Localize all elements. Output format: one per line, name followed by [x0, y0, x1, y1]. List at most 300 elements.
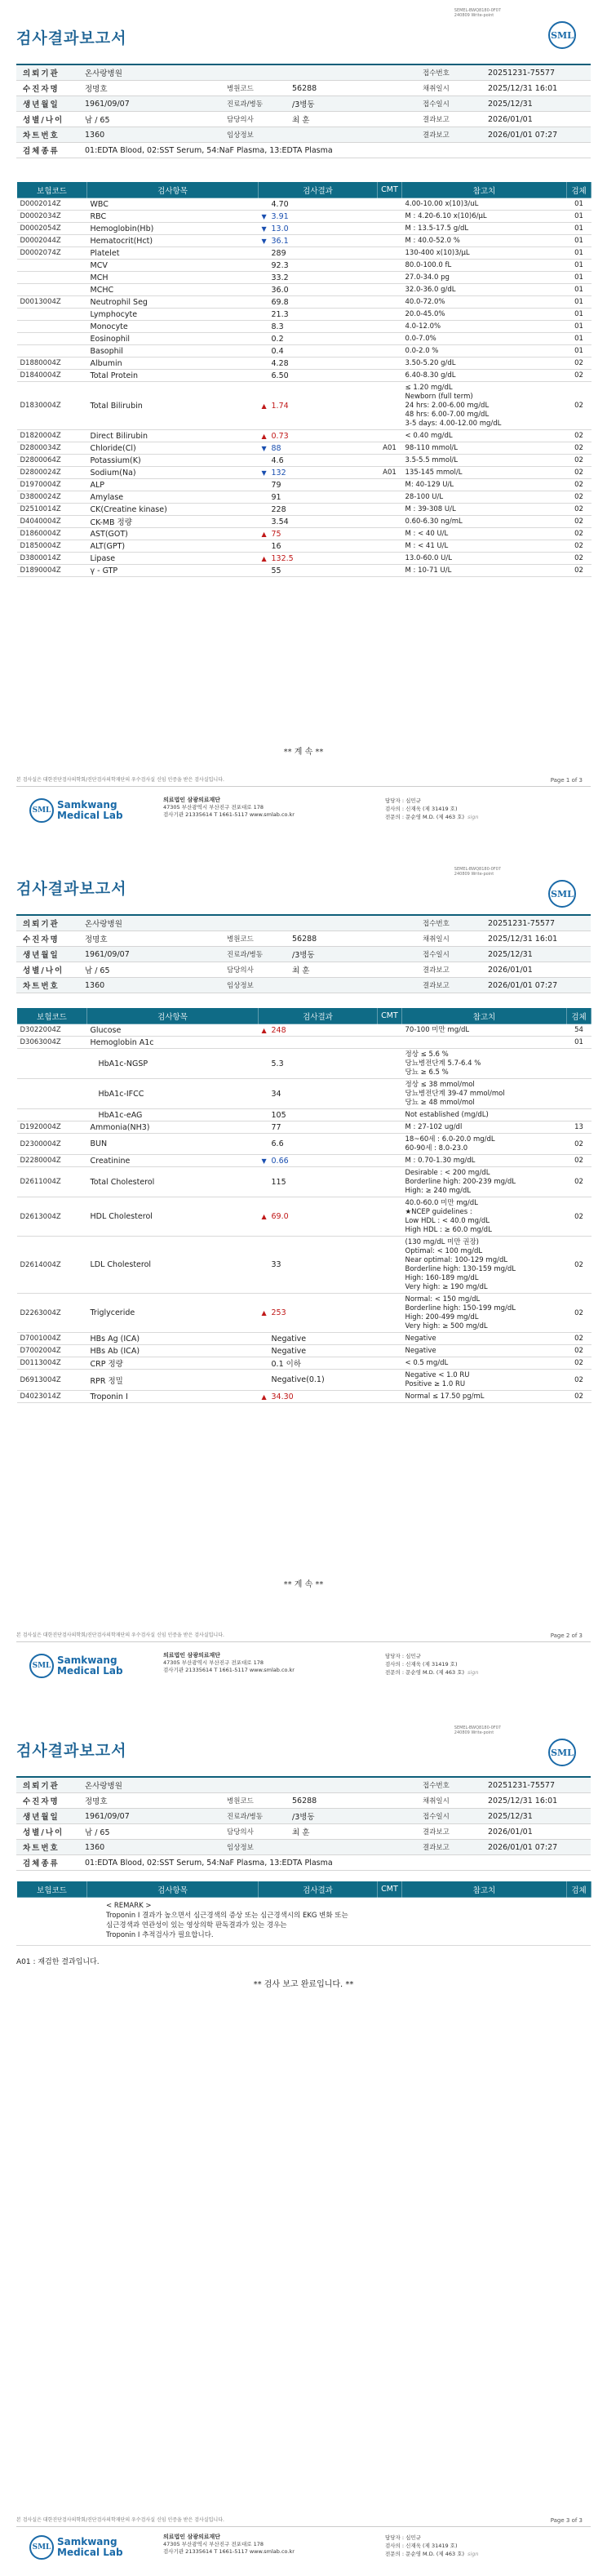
specimen-code: 01: [567, 235, 591, 247]
test-result: [259, 1109, 378, 1121]
sml-logo: SML: [548, 880, 576, 908]
test-item: Eosinophil: [87, 333, 259, 345]
specimen-code: 01: [567, 211, 591, 223]
comment-code: [378, 528, 402, 540]
comment-code: [378, 247, 402, 260]
comment-code: [378, 1079, 402, 1109]
high-flag-icon: ▲: [261, 432, 267, 440]
org-info: 의료법인 삼광의료재단 47305 부산광역시 부산진구 전포대로 178 검사기관 21335614 T 1661-5117 www.smlab.co.kr: [163, 2534, 295, 2555]
insurance-code: [17, 1049, 87, 1079]
reference-range: 정상 ≤ 38 mmol/mol 당뇨병전단계 39-47 mmol/mol 당뇨 ≥ 48 mmol/mol: [402, 1079, 567, 1109]
specimen-code: 01: [567, 333, 591, 345]
table-row: [17, 528, 591, 540]
comment-code: [378, 1155, 402, 1167]
reference-range: Normal ≤ 17.50 pg/mL: [402, 1391, 567, 1403]
test-result: [259, 455, 378, 467]
insurance-code: D1860004Z: [17, 528, 87, 540]
test-item: Troponin I: [87, 1391, 259, 1403]
insurance-code: D2800024Z: [17, 467, 87, 479]
results-table-page-2: [16, 1007, 591, 1403]
comment-code: [378, 455, 402, 467]
comment-code: [378, 504, 402, 516]
result-value: 0.4: [271, 346, 284, 356]
reference-range: Negative < 1.0 RU Positive ≥ 1.0 RU: [402, 1370, 567, 1391]
comment-code: [378, 260, 402, 272]
test-item: Ammonia(NH3): [87, 1121, 259, 1134]
patient-info: 의뢰기관 온사랑병원 접수번호 20251231-75577 수진자명 정명호 병원코드 56288 채취일시 2025/12/31 16:01 생년월일 1961/09/07 진료과/병동 /3병동 접수일시 2025/12/31 성별/나이 남 / 65 담당의사 최 훈 결과보고 2026/01/01 차트번호 1360 임상정보 결과보고 2026/01/01 07:27 검체종류 01:EDTA Blood, 02:SST Serum, 54:NaF Plasma, 13:EDTA Plasma: [16, 1776, 591, 1871]
result-value: 5.3: [271, 1059, 284, 1068]
test-result: [259, 272, 378, 284]
col-result: 검사결과: [259, 1881, 378, 1898]
test-item: HbA1c-eAG: [87, 1109, 259, 1121]
table-row: [17, 1121, 591, 1134]
result-value: 34.30: [271, 1392, 294, 1401]
specimen-code: 02: [567, 467, 591, 479]
test-item: Basophil: [87, 345, 259, 358]
comment-code: [378, 296, 402, 309]
reference-range: M : 10-71 U/L: [402, 565, 567, 577]
table-row: [17, 198, 591, 211]
test-item: CK(Creatine kinase): [87, 504, 259, 516]
test-item: Total Bilirubin: [87, 382, 259, 430]
reference-range: ≤ 1.20 mg/dL Newborn (full term) 24 hrs: 2.00-6.00 mg/dL 48 hrs: 6.00-7.00 mg/dL 3-5 days: 4.00-12.00 mg/dL: [402, 382, 567, 430]
test-item: HDL Cholesterol: [87, 1197, 259, 1237]
reference-range: [402, 1037, 567, 1049]
table-row: [17, 491, 591, 504]
insurance-code: [17, 321, 87, 333]
test-result: [259, 296, 378, 309]
remark-text: < REMARK > Troponin I 결과가 높으면서 심근경색의 증상 또는 심근경색시의 EKG 변화 또는 심근경색과 연관성이 있는 영상의학 판독결과가 있는 경우는 Troponin I 추적검사가 필요합니다.: [106, 1902, 348, 1939]
result-value: 6.6: [271, 1139, 284, 1148]
reference-range: Desirable : < 200 mg/dL Borderline high: 200-239 mg/dL High: ≥ 240 mg/dL: [402, 1167, 567, 1197]
result-value: 36.0: [271, 285, 289, 295]
col-result: 검사결과: [259, 182, 378, 198]
result-value: 3.54: [271, 517, 289, 526]
insurance-code: D0113004Z: [17, 1357, 87, 1370]
report-page-2: [0, 859, 607, 1717]
test-result: [259, 198, 378, 211]
insurance-code: D0002034Z: [17, 211, 87, 223]
specimen-code: 01: [567, 296, 591, 309]
specimen-code: 02: [567, 455, 591, 467]
comment-code: [378, 540, 402, 553]
result-value: 88: [271, 443, 281, 453]
insurance-code: [17, 272, 87, 284]
result-value: 75: [271, 529, 281, 539]
table-row: [17, 235, 591, 247]
continued-note: ** 계 속 **: [283, 1580, 324, 1589]
insurance-code: D7002004Z: [17, 1345, 87, 1357]
insurance-code: D2300004Z: [17, 1134, 87, 1155]
result-value: 105: [271, 1110, 286, 1120]
result-value: 115: [271, 1177, 286, 1187]
comment-code: [378, 345, 402, 358]
footer: [16, 793, 591, 829]
col-code: 보험코드: [17, 1881, 87, 1898]
table-row: [17, 260, 591, 272]
test-item: CRP 정량: [87, 1357, 259, 1370]
reference-range: 6.40-8.30 g/dL: [402, 370, 567, 382]
table-row: [17, 516, 591, 528]
result-value: 21.3: [271, 309, 289, 319]
table-row: [17, 1333, 591, 1345]
comment-code: [378, 198, 402, 211]
specimen-code: 02: [567, 1345, 591, 1357]
insurance-code: [17, 1079, 87, 1109]
comment-code: [378, 1167, 402, 1197]
result-value: 132: [271, 468, 286, 477]
results-table-page-3: [16, 1881, 591, 1898]
comment-code: [378, 553, 402, 565]
insurance-code: D1820004Z: [17, 430, 87, 442]
high-flag-icon: ▲: [261, 554, 267, 562]
table-row: [17, 1345, 591, 1357]
comment-code: [378, 284, 402, 296]
reference-range: M : < 40 U/L: [402, 528, 567, 540]
test-result: [259, 1121, 378, 1134]
comment-code: [378, 333, 402, 345]
test-result: [259, 235, 378, 247]
test-result: [259, 223, 378, 235]
specimen-code: [567, 1079, 591, 1109]
table-row: [17, 1391, 591, 1403]
reference-range: (130 mg/dL 미만 권장) Optimal: < 100 mg/dL Near optimal: 100-129 mg/dL Borderline high: 130-159 mg/dL High: 160-189 mg/dL Very high: ≥ 190 mg/dL: [402, 1237, 567, 1294]
test-result: [259, 1391, 378, 1403]
reference-range: M : 40.0-52.0 %: [402, 235, 567, 247]
samkwang-logo: SML Samkwang Medical Lab: [29, 798, 135, 826]
test-result: [259, 1345, 378, 1357]
col-specimen: 검체: [567, 1881, 591, 1898]
table-row: [17, 504, 591, 516]
page-title: 검사결과보고서: [16, 1742, 127, 1760]
test-result: [259, 504, 378, 516]
specimen-code: 54: [567, 1024, 591, 1037]
table-row: [17, 565, 591, 577]
table-row: [17, 211, 591, 223]
result-value: 79: [271, 480, 281, 490]
org-info: 의료법인 삼광의료재단 47305 부산광역시 부산진구 전포대로 178 검사기관 21335614 T 1661-5117 www.smlab.co.kr: [163, 797, 295, 818]
remark-box: [16, 1898, 591, 1946]
table-row: [17, 1155, 591, 1167]
comment-code: [378, 1391, 402, 1403]
insurance-code: D3063004Z: [17, 1037, 87, 1049]
table-row: [17, 430, 591, 442]
comment-code: [378, 1197, 402, 1237]
reference-range: 135-145 mmol/L: [402, 467, 567, 479]
insurance-code: D2510014Z: [17, 504, 87, 516]
result-value: 289: [271, 248, 286, 258]
reference-range: 80.0-100.0 fL: [402, 260, 567, 272]
specimen-code: [567, 1109, 591, 1121]
result-value: 33: [271, 1260, 281, 1269]
staff-info: 담당자 : 심민규 검사의 : 신재욱 (제 31419 호) 전문의 : 문순영 M.D. (제 463 호) sign: [385, 2534, 479, 2557]
test-result: [259, 309, 378, 321]
comment-code: [378, 1037, 402, 1049]
specimen-code: 02: [567, 382, 591, 430]
result-value: 13.0: [271, 224, 289, 233]
table-row: [17, 321, 591, 333]
comment-code: [378, 479, 402, 491]
insurance-code: [17, 260, 87, 272]
low-flag-icon: ▼: [261, 212, 267, 220]
insurance-code: D0013004Z: [17, 296, 87, 309]
result-value: 4.28: [271, 358, 289, 368]
specimen-code: 02: [567, 1333, 591, 1345]
insurance-code: D2611004Z: [17, 1167, 87, 1197]
specimen-code: 01: [567, 198, 591, 211]
result-value: 91: [271, 492, 281, 502]
comment-code: [378, 1237, 402, 1294]
result-value: 36.1: [271, 236, 289, 246]
test-result: [259, 284, 378, 296]
low-flag-icon: ▼: [261, 237, 267, 245]
sml-logo: SML: [548, 1739, 576, 1766]
insurance-code: D2800064Z: [17, 455, 87, 467]
table-row: [17, 1294, 591, 1333]
table-row: [17, 1037, 591, 1049]
insurance-code: [17, 309, 87, 321]
test-result: [259, 1370, 378, 1391]
result-value: Negative(0.1): [271, 1375, 325, 1384]
test-item: Chloride(Cl): [87, 442, 259, 455]
result-value: 4.70: [271, 199, 289, 209]
table-row: [17, 455, 591, 467]
insurance-code: D3800014Z: [17, 553, 87, 565]
patient-info: 의뢰기관 온사랑병원 접수번호 20251231-75577 수진자명 정명호 병원코드 56288 채취일시 2025/12/31 16:01 생년월일 1961/09/07 진료과/병동 /3병동 접수일시 2025/12/31 성별/나이 남 / 65 담당의사 최 훈 결과보고 2026/01/01 차트번호 1360 임상정보 결과보고 2026/01/01 07:27: [16, 914, 591, 993]
reference-range: M : 0.70-1.30 mg/dL: [402, 1155, 567, 1167]
result-value: 33.2: [271, 273, 289, 282]
test-result: [259, 467, 378, 479]
comment-code: [378, 1049, 402, 1079]
test-result: [259, 540, 378, 553]
test-item: CK-MB 정량: [87, 516, 259, 528]
table-row: [17, 1049, 591, 1079]
accreditation-note: 본 검사실은 대한진단검사의학회/진단검사의학재단의 우수검사실 신임 인증을 받은 검사실입니다.: [16, 775, 591, 787]
comment-code: [378, 235, 402, 247]
result-value: 0.66: [271, 1156, 289, 1166]
insurance-code: D1840004Z: [17, 370, 87, 382]
test-result: [259, 260, 378, 272]
insurance-code: D0002044Z: [17, 235, 87, 247]
test-item: HbA1c-IFCC: [87, 1079, 259, 1109]
high-flag-icon: ▲: [261, 402, 267, 410]
result-value: 248: [271, 1025, 286, 1035]
reference-range: 28-100 U/L: [402, 491, 567, 504]
insurance-code: D1970004Z: [17, 479, 87, 491]
reference-range: 0.0-7.0%: [402, 333, 567, 345]
insurance-code: D0002054Z: [17, 223, 87, 235]
specimen-code: 02: [567, 1370, 591, 1391]
comment-code: [378, 1024, 402, 1037]
test-result: [259, 1237, 378, 1294]
test-item: ALT(GPT): [87, 540, 259, 553]
table-row: [17, 309, 591, 321]
reference-range: 40.0-60.0 미만 mg/dL ★NCEP guidelines : Low HDL : < 40.0 mg/dL High HDL : ≥ 60.0 mg/dL: [402, 1197, 567, 1237]
specimen-code: 01: [567, 345, 591, 358]
test-item: Hemoglobin A1c: [87, 1037, 259, 1049]
low-flag-icon: ▼: [261, 1157, 267, 1165]
specimen-code: 02: [567, 528, 591, 540]
test-item: Monocyte: [87, 321, 259, 333]
col-result: 검사결과: [259, 1008, 378, 1024]
test-item: MCHC: [87, 284, 259, 296]
page-title: 검사결과보고서: [16, 29, 127, 47]
test-result: [259, 1333, 378, 1345]
sml-logo: SML: [548, 21, 576, 49]
high-flag-icon: ▲: [261, 1026, 267, 1034]
comment-code: [378, 272, 402, 284]
specimen-code: 02: [567, 504, 591, 516]
test-item: Total Protein: [87, 370, 259, 382]
insurance-code: D2614004Z: [17, 1237, 87, 1294]
result-value: 0.73: [271, 431, 289, 441]
result-value: 0.2: [271, 334, 284, 344]
specimen-code: 02: [567, 1237, 591, 1294]
test-result: [259, 1357, 378, 1370]
table-row: [17, 223, 591, 235]
samkwang-logo: SML Samkwang Medical Lab: [29, 1654, 135, 1681]
result-value: 132.5: [271, 553, 294, 563]
test-item: ALP: [87, 479, 259, 491]
accreditation-note: 본 검사실은 대한진단검사의학회/진단검사의학재단의 우수검사실 신임 인증을 받은 검사실입니다.: [16, 2516, 591, 2527]
test-item: HBs Ab (ICA): [87, 1345, 259, 1357]
insurance-code: D2800034Z: [17, 442, 87, 455]
test-result: [259, 479, 378, 491]
high-flag-icon: ▲: [261, 530, 267, 538]
col-item: 검사항목: [87, 1008, 259, 1024]
test-result: [259, 382, 378, 430]
test-item: HBs Ag (ICA): [87, 1333, 259, 1345]
comment-code: [378, 1121, 402, 1134]
result-value: Negative: [271, 1334, 307, 1344]
test-item: γ - GTP: [87, 565, 259, 577]
reference-range: 20.0-45.0%: [402, 309, 567, 321]
result-value: 77: [271, 1122, 281, 1132]
test-result: [259, 491, 378, 504]
result-value: 253: [271, 1308, 286, 1317]
samkwang-logo: SML Samkwang Medical Lab: [29, 2535, 135, 2563]
col-specimen: 검체: [567, 1008, 591, 1024]
reference-range: 0.60-6.30 ng/mL: [402, 516, 567, 528]
specimen-code: 02: [567, 516, 591, 528]
specimen-code: 02: [567, 1357, 591, 1370]
test-item: Platelet: [87, 247, 259, 260]
test-result: [259, 345, 378, 358]
table-row: [17, 1197, 591, 1237]
table-row: [17, 345, 591, 358]
high-flag-icon: ▲: [261, 1309, 267, 1317]
table-row: [17, 479, 591, 491]
test-item: Triglyceride: [87, 1294, 259, 1333]
test-item: AST(GOT): [87, 528, 259, 540]
reference-range: Negative: [402, 1333, 567, 1345]
col-ref: 참고치: [402, 1881, 567, 1898]
test-item: RBC: [87, 211, 259, 223]
reference-range: 0.0-2.0 %: [402, 345, 567, 358]
reference-range: 70-100 미만 mg/dL: [402, 1024, 567, 1037]
reference-range: < 0.5 mg/dL: [402, 1357, 567, 1370]
a01-note: A01 : 재검한 결과입니다.: [16, 1958, 100, 1966]
reference-range: 3.5-5.5 mmol/L: [402, 455, 567, 467]
page-number: Page 1 of 3: [550, 777, 583, 784]
comment-code: [378, 309, 402, 321]
test-item: Potassium(K): [87, 455, 259, 467]
result-value: 6.50: [271, 371, 289, 380]
result-value: 69.0: [271, 1212, 289, 1221]
test-item: Neutrophil Seg: [87, 296, 259, 309]
col-code: 보험코드: [17, 182, 87, 198]
test-item: LDL Cholesterol: [87, 1237, 259, 1294]
test-result: [259, 1037, 378, 1049]
reference-range: M : 13.5-17.5 g/dL: [402, 223, 567, 235]
reference-range: 정상 ≤ 5.6 % 당뇨병전단계 5.7-6.4 % 당뇨 ≥ 6.5 %: [402, 1049, 567, 1079]
comment-code: [378, 516, 402, 528]
specimen-code: 02: [567, 370, 591, 382]
footer: [16, 1649, 591, 1685]
insurance-code: D2613004Z: [17, 1197, 87, 1237]
table-row: [17, 382, 591, 430]
test-result: [259, 211, 378, 223]
test-item: Sodium(Na): [87, 467, 259, 479]
insurance-code: D0002014Z: [17, 198, 87, 211]
test-item: Hematocrit(Hct): [87, 235, 259, 247]
col-ref: 참고치: [402, 1008, 567, 1024]
page-number: Page 3 of 3: [550, 2517, 583, 2524]
table-row: [17, 1079, 591, 1109]
reference-range: M : 4.20-6.10 x(10)6/μL: [402, 211, 567, 223]
test-result: [259, 430, 378, 442]
page-number: Page 2 of 3: [550, 1632, 583, 1639]
low-flag-icon: ▼: [261, 469, 267, 477]
specimen-code: 01: [567, 284, 591, 296]
specimen-code: 02: [567, 553, 591, 565]
test-item: MCV: [87, 260, 259, 272]
specimen-code: 01: [567, 247, 591, 260]
end-note: ** 검사 보고 완료입니다. **: [253, 1980, 354, 1989]
test-item: Lymphocyte: [87, 309, 259, 321]
insurance-code: D1880004Z: [17, 358, 87, 370]
table-row: [17, 442, 591, 455]
test-item: Albumin: [87, 358, 259, 370]
result-value: 8.3: [271, 322, 284, 331]
comment-code: [378, 430, 402, 442]
specimen-code: 02: [567, 540, 591, 553]
result-value: 69.8: [271, 297, 289, 307]
comment-code: [378, 1345, 402, 1357]
insurance-code: D2280004Z: [17, 1155, 87, 1167]
insurance-code: [17, 284, 87, 296]
col-code: 보험코드: [17, 1008, 87, 1024]
reference-range: M : 27-102 ug/dl: [402, 1121, 567, 1134]
reference-range: M: 40-129 U/L: [402, 479, 567, 491]
test-item: Amylase: [87, 491, 259, 504]
reference-range: 40.0-72.0%: [402, 296, 567, 309]
test-item: WBC: [87, 198, 259, 211]
reference-range: M : 39-308 U/L: [402, 504, 567, 516]
comment-code: [378, 1370, 402, 1391]
insurance-code: [17, 1109, 87, 1121]
insurance-code: D6913004Z: [17, 1370, 87, 1391]
test-item: RPR 정밀: [87, 1370, 259, 1391]
test-result: [259, 358, 378, 370]
insurance-code: D7001004Z: [17, 1333, 87, 1345]
table-row: [17, 1134, 591, 1155]
specimen-code: 02: [567, 442, 591, 455]
low-flag-icon: ▼: [261, 444, 267, 452]
staff-info: 담당자 : 심민규 검사의 : 신재욱 (제 31419 호) 전문의 : 문순영 M.D. (제 463 호) sign: [385, 1653, 479, 1676]
test-item: Creatinine: [87, 1155, 259, 1167]
results-table-page-1: [16, 181, 591, 577]
